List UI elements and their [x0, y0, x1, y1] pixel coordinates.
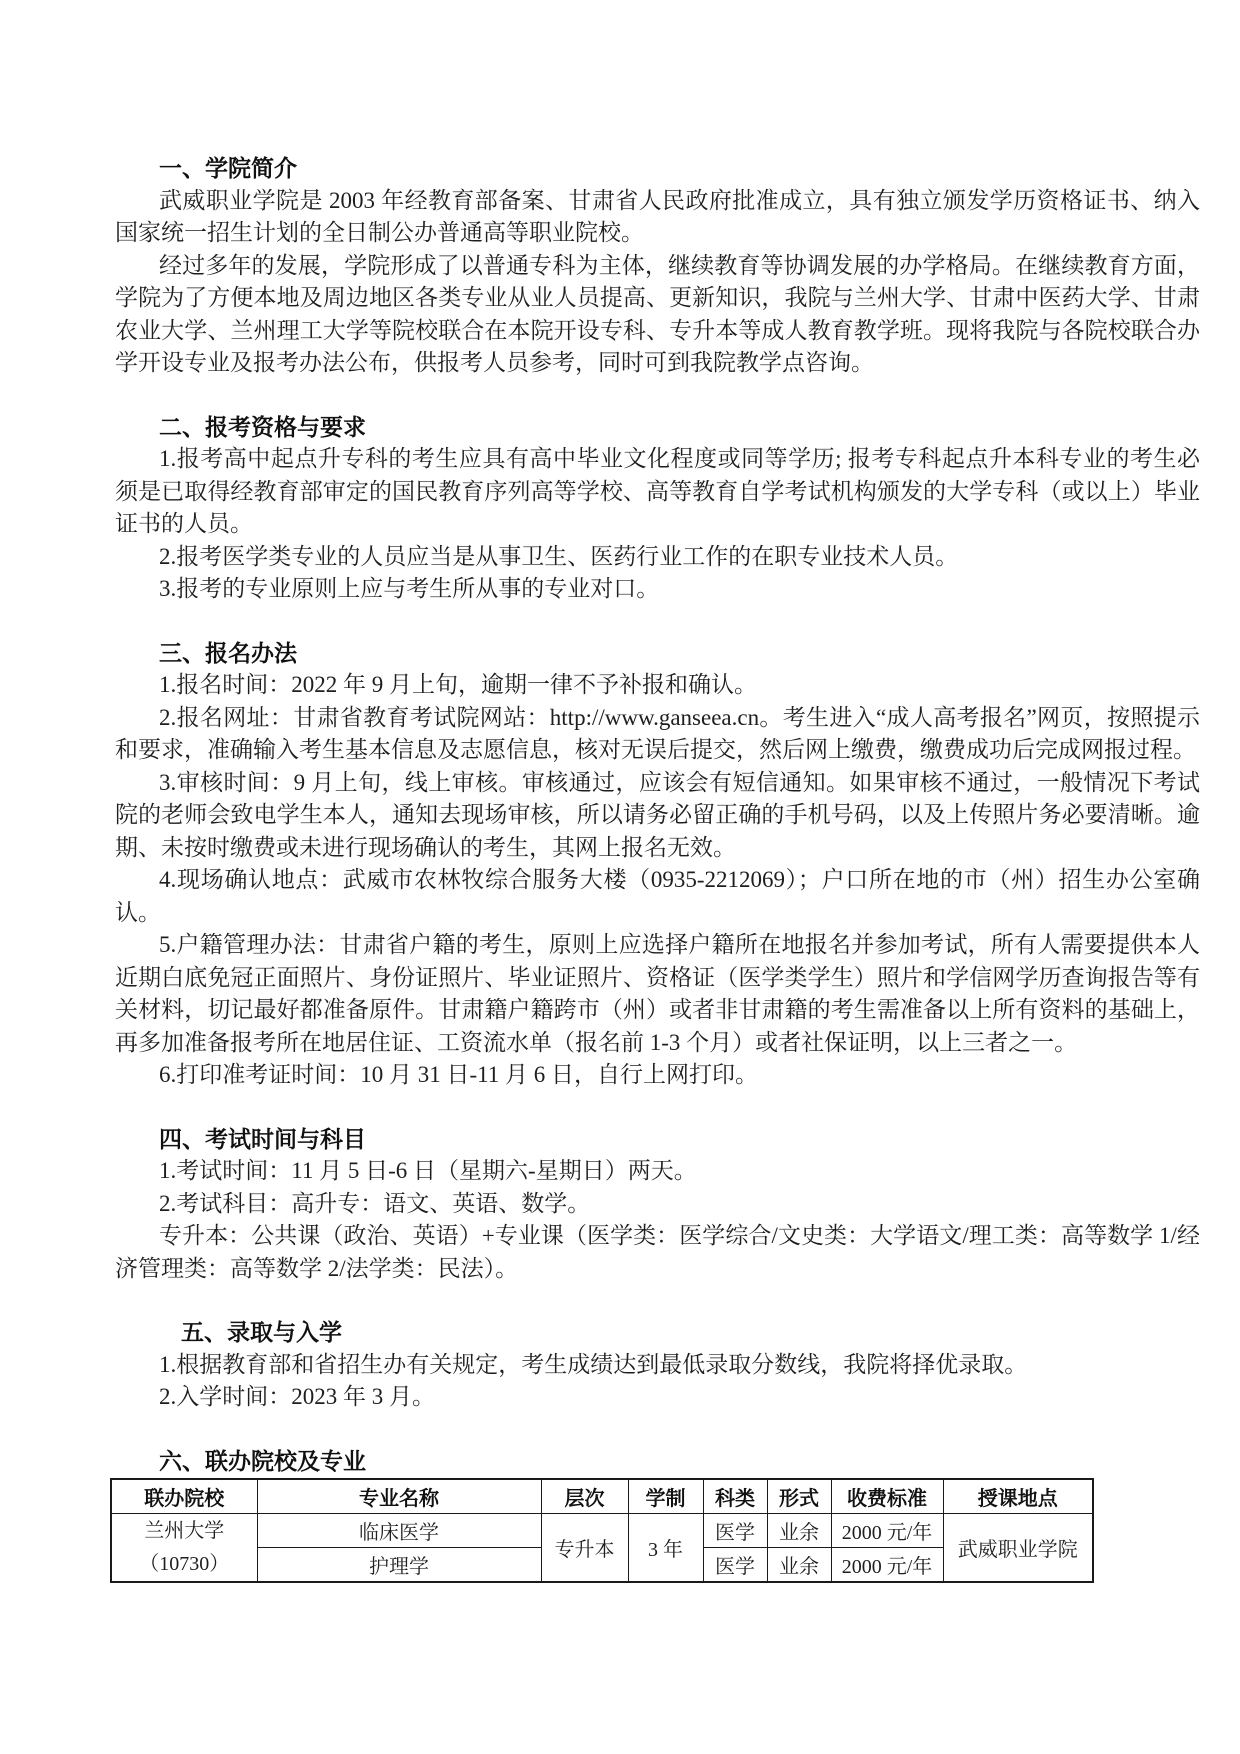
paragraph: 3.报考的专业原则上应与考生所从事的专业对口。: [159, 576, 660, 601]
category-cell: 医学: [703, 1548, 767, 1583]
college-cell: [111, 1514, 257, 1583]
section-partner-colleges: [115, 1445, 1200, 1584]
column-header-major: 专业名称: [257, 1479, 541, 1514]
college-name: 兰州大学: [144, 1519, 225, 1542]
level-cell: 专升本: [541, 1514, 628, 1583]
paragraph: 2.入学时间：2023 年 3 月。: [159, 1384, 435, 1409]
section-admission: [115, 1316, 1200, 1414]
paragraph: 2.报考医学类专业的人员应当是从事卫生、医药行业工作的在职专业技术人员。: [159, 543, 959, 569]
column-header-fee: 收费标准: [831, 1479, 943, 1514]
section-heading: 一、学院简介: [159, 155, 297, 181]
column-header-category: 科类: [703, 1479, 767, 1514]
column-header-form: 形式: [767, 1479, 831, 1514]
section-heading: 三、报名办法: [159, 639, 297, 666]
paragraph: 1.根据教育部和省招生办有关规定，考生成绩达到最低录取分数线，我院将择优录取。: [159, 1351, 1028, 1377]
paragraph: 3.审核时间：9 月上旬，线上审核。审核通过，应该会有短信通知。如果审核不通过，一般情况下考试院的老师会致电学生本人，通知去现场审核，所以请务必留正确的手机号码，以及上传照片务必要清晰。逾期、未按时缴费或未进行现场确认的考生，其网上报名无效。: [115, 769, 1200, 860]
section-heading: 六、联办院校及专业: [159, 1447, 366, 1474]
category-cell: 医学: [703, 1514, 767, 1548]
table-header-row: [111, 1479, 1093, 1514]
paragraph: 1.考试时间：11 月 5 日-6 日（星期六-星期日）两天。: [159, 1158, 697, 1183]
fee-cell: 2000 元/年: [831, 1514, 943, 1548]
paragraph: 5.户籍管理办法：甘肃省户籍的考生，原则上应选择户籍所在地报名并参加考试，所有人需要提供本人近期白底免冠正面照片、身份证照片、毕业证照片、资格证（医学类学生）照片和学信网学历查询报告等有关材料，切记最好都准备原件。甘肃籍户籍跨市（州）或者非甘肃籍的考生需准备以上所有资料的基础上，再多加准备报考所在地居住证、工资流水单（报名前 1-3 个月）或者社保证明，以上三者之一。: [115, 932, 1200, 1055]
duration-cell: 3 年: [628, 1514, 703, 1583]
paragraph: 武威职业学院是 2003 年经教育部备案、甘肃省人民政府批准成立，具有独立颁发学历资格证书、纳入国家统一招生计划的全日制公办普通高等职业院校。: [115, 187, 1200, 245]
section-registration: [115, 637, 1200, 1092]
major-cell: 临床医学: [257, 1514, 541, 1548]
section-heading: 五、录取与入学: [181, 1319, 342, 1345]
document-page: [115, 152, 1200, 1583]
paragraph: 2.报名网址：甘肃省教育考试院网站：http://www.ganseea.cn。考生进入“成人高考报名”网页，按照提示和要求，准确输入考生基本信息及志愿信息，核对无误后提交，然后网上缴费，缴费成功后完成网报过程。: [115, 704, 1200, 762]
paragraph: 6.打印准考证时间：10 月 31 日-11 月 6 日，自行上网打印。: [159, 1062, 759, 1087]
fee-cell: 2000 元/年: [831, 1548, 943, 1583]
paragraph: 2.考试科目：高升专：语文、英语、数学。: [159, 1190, 591, 1216]
table-row: [111, 1514, 1093, 1548]
college-code: （10730）: [139, 1552, 230, 1575]
column-header-duration: 学制: [628, 1479, 703, 1514]
form-cell: 业余: [767, 1548, 831, 1583]
location-cell: 武威职业学院: [943, 1514, 1093, 1583]
programs-table: [110, 1478, 1094, 1583]
section-exam-schedule: [115, 1123, 1200, 1286]
column-header-level: 层次: [541, 1479, 628, 1514]
paragraph: 4.现场确认地点：武威市农林牧综合服务大楼（0935-2212069）；户口所在地的市（州）招生办公室确认。: [115, 867, 1200, 925]
section-introduction: [115, 152, 1200, 380]
paragraph: 1.报名时间：2022 年 9 月上旬，逾期一律不予补报和确认。: [159, 672, 757, 697]
paragraph: 专升本：公共课（政治、英语）+专业课（医学类：医学综合/文史类：大学语文/理工类：高等数学 1/经济管理类：高等数学 2/法学类：民法）。: [115, 1223, 1200, 1281]
section-qualifications: [115, 411, 1200, 606]
paragraph: 经过多年的发展，学院形成了以普通专科为主体，继续教育等协调发展的办学格局。在继续教育方面，学院为了方便本地及周边地区各类专业从业人员提高、更新知识，我院与兰州大学、甘肃中医药大学、甘肃农业大学、兰州理工大学等院校联合在本院开设专科、专升本等成人教育教学班。现将我院与各院校联合办学开设专业及报考办法公布，供报考人员参考，同时可到我院教学点咨询。: [115, 252, 1200, 375]
section-heading: 四、考试时间与科目: [159, 1125, 366, 1152]
column-header-location: 授课地点: [943, 1479, 1093, 1514]
section-heading: 二、报考资格与要求: [159, 413, 366, 440]
form-cell: 业余: [767, 1514, 831, 1548]
major-cell: 护理学: [257, 1548, 541, 1583]
column-header-college: 联办院校: [111, 1479, 257, 1514]
paragraph: 1.报考高中起点升专科的考生应具有高中毕业文化程度或同等学历; 报考专科起点升本科专业的考生必须是已取得经教育部审定的国民教育序列高等学校、高等教育自学考试机构颁发的大学专科（或以上）毕业证书的人员。: [115, 446, 1200, 536]
